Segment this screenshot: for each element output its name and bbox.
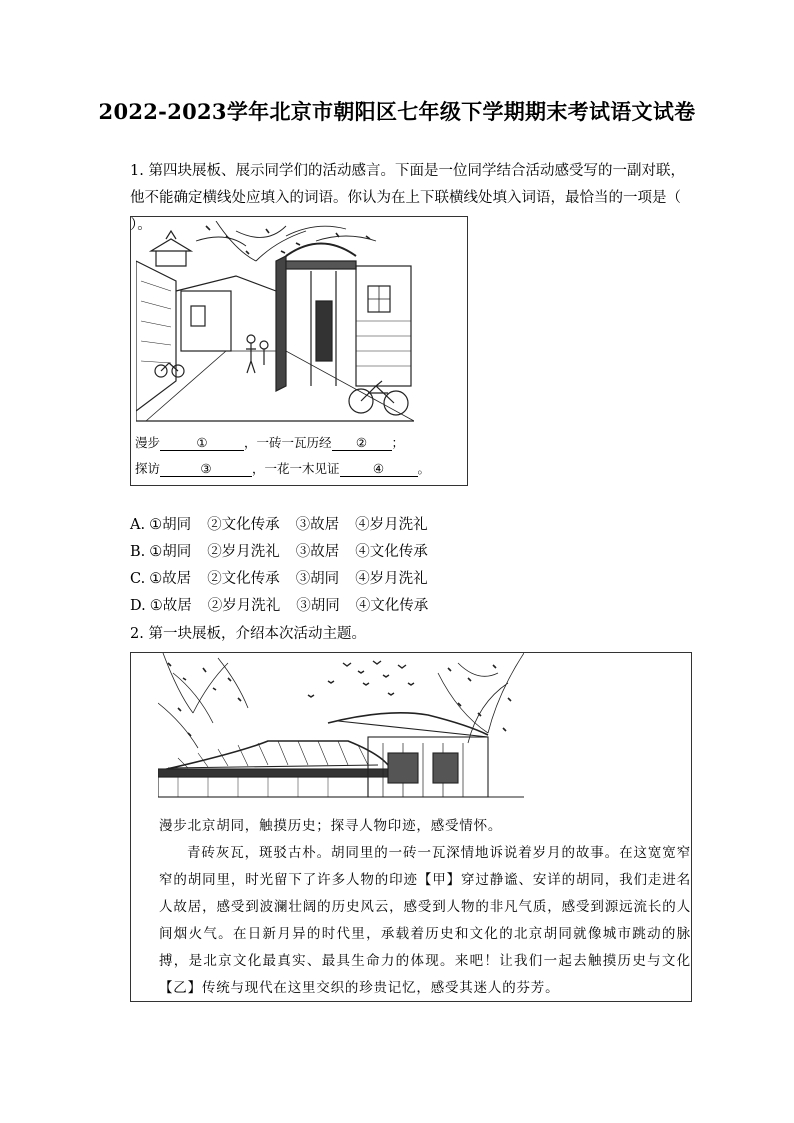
page-title: 2022-2023学年北京市朝阳区七年级下学期期末考试语文试卷 [98, 99, 696, 124]
option-item: ②岁月洗礼 [207, 544, 280, 560]
option-item: ③胡同 [295, 571, 340, 587]
option-item: ④文化传承 [355, 544, 428, 560]
option-item: ①故居 [149, 571, 192, 587]
option-item: ③故居 [295, 544, 340, 560]
option-item: ②文化传承 [207, 571, 280, 587]
question-2-stem: 2. 第一块展板，介绍本次活动主题。 [130, 626, 366, 642]
option-item: ④岁月洗礼 [355, 571, 428, 587]
option-label: B. [130, 544, 146, 560]
option-label: A. [130, 517, 146, 533]
option-item: ①胡同 [149, 544, 192, 560]
courtyard-sketch-illustration [158, 653, 524, 803]
passage-theme-line: 漫步北京胡同，触摸历史；探寻人物印迹，感受情怀。 [159, 818, 503, 834]
question-1-options [130, 512, 444, 620]
option-item: ④文化传承 [355, 598, 429, 614]
passage-paragraph: 青砖灰瓦，斑驳古朴。胡同里的一砖一瓦深情地诉说着岁月的故事。在这宽宽窄窄的胡同里，时光留下了许多人物的印迹【甲】穿过静谧、安详的胡同，我们走进名人故居，感受到波澜壮阔的历史风云，感受到人物的非凡气质，感受到源远流长的人间烟火气。在日新月异的时代里，承载着历史和文化的北京胡同就像城市跳动的脉搏，是北京文化最真实、最具生命力的体现。来吧！让我们一起去触摸历史与文化【乙】传统与现代在这里交织的珍贵记忆，感受其迷人的芬芳。 [159, 845, 691, 996]
blank-3: ③ [160, 462, 252, 477]
question-1-figure-box [130, 216, 468, 486]
couplet-upper-end: ； [391, 435, 405, 450]
question-2-passage-box [130, 652, 692, 1002]
option-item: ②文化传承 [207, 517, 280, 533]
couplet-upper-middle: ，一砖一瓦历经 [244, 435, 332, 450]
option-item: ①胡同 [149, 517, 192, 533]
question-1-stem: 1. 第四块展板、展示同学们的活动感言。下面是一位同学结合活动感受写的一副对联，他不能确定横线处应填入的词语。你认为在上下联横线处填入词语，最恰当的一项是（ ）。 [130, 163, 685, 233]
couplet-lower-end: 。 [417, 461, 431, 476]
couplet-lower-line [135, 459, 430, 477]
option-a[interactable] [130, 512, 444, 539]
couplet-lower-middle: ，一花一木见证 [252, 461, 340, 476]
couplet-lower-start: 探访 [135, 461, 161, 476]
couplet-upper-start: 漫步 [135, 435, 161, 450]
blank-1: ① [160, 436, 244, 451]
couplet-upper-line [135, 433, 404, 451]
option-item: ②岁月洗礼 [207, 598, 281, 614]
option-label: D. [130, 598, 146, 614]
blank-2: ② [332, 436, 392, 451]
blank-4: ④ [340, 462, 418, 477]
option-b[interactable] [130, 539, 444, 566]
option-c[interactable] [130, 566, 444, 593]
option-item: ④岁月洗礼 [355, 517, 428, 533]
option-item: ③故居 [295, 517, 340, 533]
option-item: ①故居 [149, 598, 192, 614]
option-d[interactable] [130, 593, 444, 620]
option-item: ③胡同 [296, 598, 340, 614]
option-label: C. [130, 571, 146, 587]
hutong-sketch-illustration [136, 221, 414, 426]
